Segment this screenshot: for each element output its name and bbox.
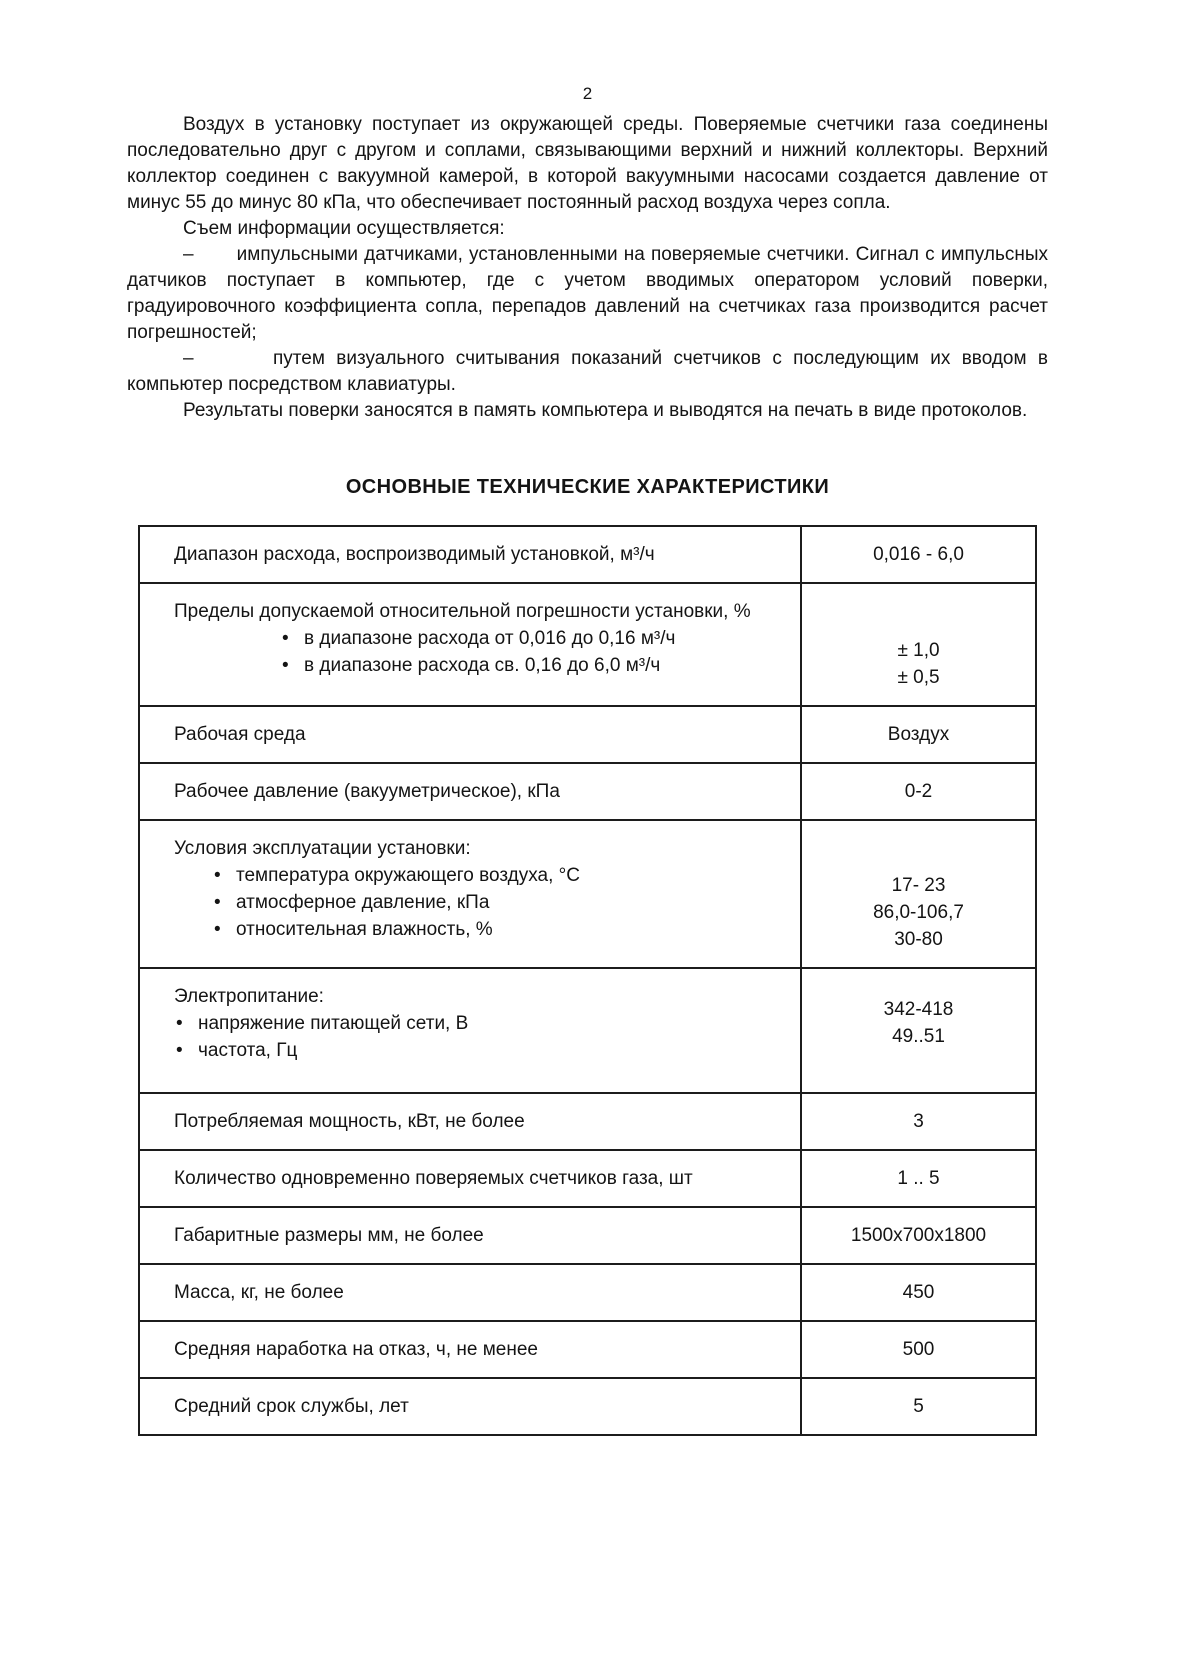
bullet-text: в диапазоне расхода св. 0,16 до 6,0 м³/ч bbox=[304, 655, 661, 676]
paragraph: Результаты поверки заносятся в память компьютера и выводятся на печать в виде протоколов. bbox=[183, 400, 1028, 421]
parameter-value: Воздух bbox=[887, 724, 950, 745]
parameter-label: Количество одновременно поверяемых счетчиков газа, шт bbox=[174, 1168, 693, 1189]
section-heading: ОСНОВНЫЕ ТЕХНИЧЕСКИЕ ХАРАКТЕРИСТИКИ bbox=[345, 476, 830, 498]
table-cell-parameter bbox=[140, 1322, 802, 1377]
page-content bbox=[127, 84, 1048, 1436]
bullet-text: атмосферное давление, кПа bbox=[236, 892, 490, 913]
parameter-label: Средняя наработка на отказ, ч, не менее bbox=[174, 1339, 538, 1360]
parameter-label: Электропитание: bbox=[174, 986, 324, 1007]
bullet-text: частота, Гц bbox=[198, 1040, 298, 1061]
bullet-text: в диапазоне расхода от 0,016 до 0,16 м³/ч bbox=[304, 628, 676, 649]
body-text bbox=[127, 112, 1048, 424]
table-cell-parameter bbox=[140, 527, 802, 582]
parameter-value: 30-80 bbox=[894, 929, 943, 950]
parameter-label: Диапазон расхода, воспроизводимый установкой, м³/ч bbox=[174, 544, 655, 565]
table-cell-parameter bbox=[140, 969, 802, 1092]
table-cell-value bbox=[802, 1322, 1035, 1377]
table-row bbox=[140, 1322, 1035, 1379]
table-cell-parameter bbox=[140, 1379, 802, 1434]
parameter-label: Потребляемая мощность, кВт, не более bbox=[174, 1111, 525, 1132]
bullet-icon: • bbox=[176, 1013, 183, 1034]
parameter-value: 450 bbox=[902, 1282, 935, 1303]
table-row bbox=[140, 969, 1035, 1094]
parameter-bullet-item bbox=[174, 889, 786, 916]
parameter-label: Средний срок службы, лет bbox=[174, 1396, 409, 1417]
parameter-label: Рабочая среда bbox=[174, 724, 306, 745]
table-row bbox=[140, 1208, 1035, 1265]
parameter-value: ± 0,5 bbox=[897, 667, 940, 688]
parameter-label: Габаритные размеры мм, не более bbox=[174, 1225, 484, 1246]
table-cell-value bbox=[802, 584, 1035, 705]
table-row bbox=[140, 1094, 1035, 1151]
table-cell-parameter bbox=[140, 764, 802, 819]
technical-characteristics-table bbox=[138, 525, 1037, 1436]
bullet-icon: • bbox=[282, 628, 289, 649]
parameter-bullet-item bbox=[174, 916, 786, 943]
table-cell-parameter bbox=[140, 1094, 802, 1149]
page-number: 2 bbox=[582, 84, 593, 103]
parameter-bullet-item bbox=[174, 625, 786, 652]
table-row bbox=[140, 584, 1035, 707]
parameter-value: 1500х700х1800 bbox=[850, 1225, 987, 1246]
bullet-icon: • bbox=[214, 865, 221, 886]
bullet-text: напряжение питающей сети, В bbox=[198, 1013, 469, 1034]
parameter-value: 500 bbox=[902, 1339, 935, 1360]
table-row bbox=[140, 707, 1035, 764]
table-cell-value bbox=[802, 764, 1035, 819]
table-cell-value bbox=[802, 1379, 1035, 1434]
table-row bbox=[140, 1379, 1035, 1434]
table-cell-value bbox=[802, 707, 1035, 762]
parameter-label: Масса, кг, не более bbox=[174, 1282, 344, 1303]
parameter-value: 342-418 bbox=[883, 999, 954, 1020]
table-cell-value bbox=[802, 1094, 1035, 1149]
parameter-value: 0-2 bbox=[904, 781, 933, 802]
table-cell-value bbox=[802, 969, 1035, 1092]
parameter-value: 3 bbox=[913, 1111, 924, 1132]
table-cell-parameter bbox=[140, 584, 802, 705]
bullet-icon: • bbox=[214, 919, 221, 940]
paragraph: Воздух в установку поступает из окружающей среды. Поверяемые счетчики газа соединены последовательно друг с другом и соплами, связывающими верхний и нижний коллекторы. Верхний коллектор соединен с вакуумной камерой, в которой вакуумными насосами создается давление от минус 55 до минус 80 кПа, что обеспечивает постоянный расход воздуха через сопла. bbox=[127, 114, 1048, 213]
parameter-value: 0,016 - 6,0 bbox=[873, 544, 964, 565]
paragraph: – путем визуального считывания показаний счетчиков с последующим их вводом в компьютер посредством клавиатуры. bbox=[127, 348, 1048, 395]
parameter-value: ± 1,0 bbox=[897, 640, 940, 661]
table-cell-value bbox=[802, 1265, 1035, 1320]
parameter-value: 86,0-106,7 bbox=[873, 902, 964, 923]
table-row bbox=[140, 527, 1035, 584]
table-cell-value bbox=[802, 821, 1035, 967]
bullet-icon: • bbox=[176, 1040, 183, 1061]
paragraph: Съем информации осуществляется: bbox=[183, 218, 505, 239]
table-cell-parameter bbox=[140, 1265, 802, 1320]
table-cell-parameter bbox=[140, 821, 802, 967]
table-row bbox=[140, 1265, 1035, 1322]
table-cell-parameter bbox=[140, 1208, 802, 1263]
bullet-icon: • bbox=[282, 655, 289, 676]
parameter-bullet-item bbox=[174, 862, 786, 889]
bullet-text: температура окружающего воздуха, °С bbox=[236, 865, 580, 886]
paragraph: – импульсными датчиками, установленными на поверяемые счетчики. Сигнал с импульсных датчиков поступает в компьютер, где с учетом вводимых оператором условий поверки, градуировочного коэффициента сопла, перепадов давлений на счетчиках газа производится расчет погрешностей; bbox=[127, 244, 1048, 343]
parameter-value: 17- 23 bbox=[891, 875, 946, 896]
parameter-value: 49..51 bbox=[892, 1026, 945, 1047]
table-cell-parameter bbox=[140, 1151, 802, 1206]
parameter-label: Рабочее давление (вакууметрическое), кПа bbox=[174, 781, 560, 802]
bullet-text: относительная влажность, % bbox=[236, 919, 493, 940]
parameter-value: 1 .. 5 bbox=[897, 1168, 940, 1189]
table-cell-value bbox=[802, 1208, 1035, 1263]
table-row bbox=[140, 1151, 1035, 1208]
bullet-icon: • bbox=[214, 892, 221, 913]
table-cell-parameter bbox=[140, 707, 802, 762]
table-row bbox=[140, 764, 1035, 821]
table-row bbox=[140, 821, 1035, 969]
parameter-bullet-item bbox=[174, 1010, 786, 1037]
parameter-value: 5 bbox=[913, 1396, 924, 1417]
table-cell-value bbox=[802, 527, 1035, 582]
parameter-label: Условия эксплуатации установки: bbox=[174, 838, 471, 859]
table-cell-value bbox=[802, 1151, 1035, 1206]
parameter-bullet-item bbox=[174, 652, 786, 679]
parameter-label: Пределы допускаемой относительной погрешности установки, % bbox=[174, 601, 751, 622]
parameter-bullet-item bbox=[174, 1037, 786, 1064]
